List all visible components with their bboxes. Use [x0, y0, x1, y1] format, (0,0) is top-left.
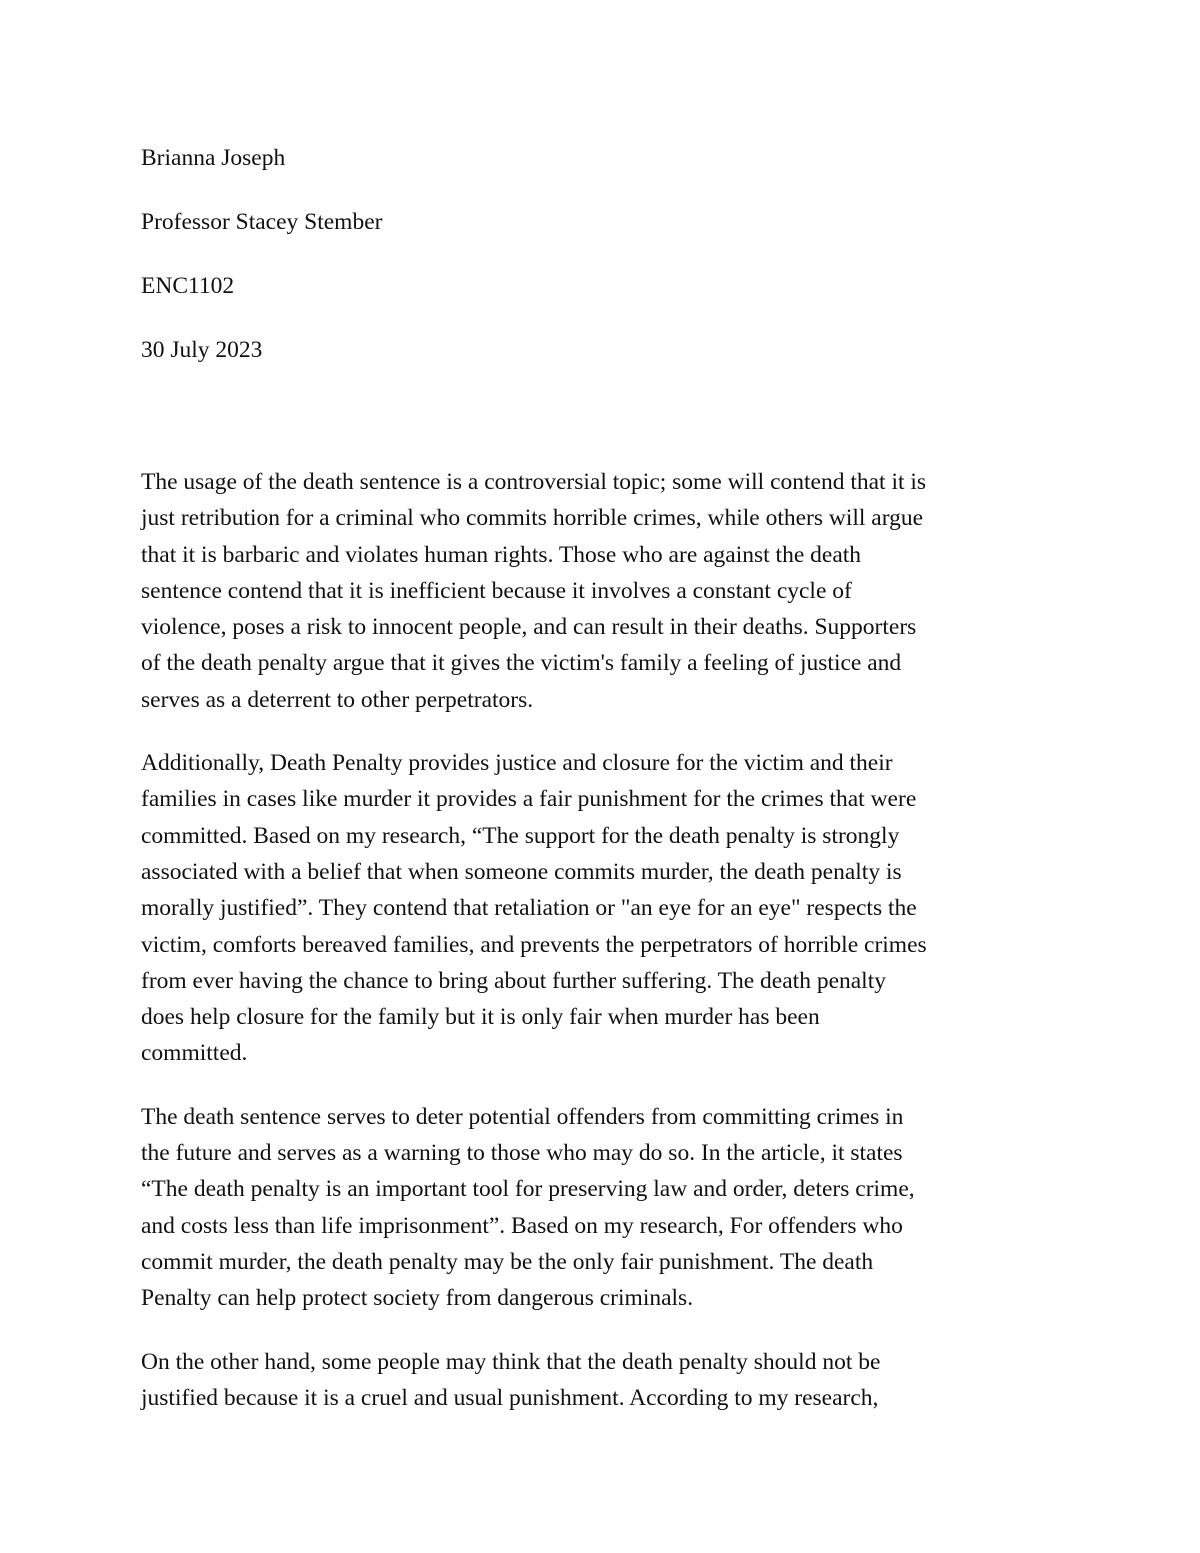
- text-line: sentence contend that it is inefficient because it involves a constant cycle of: [141, 577, 852, 604]
- paragraph-2: [141, 745, 1066, 1072]
- course-code: ENC1102: [141, 273, 235, 299]
- text-line: morally justified”. They contend that retaliation or "an eye for an eye" respects the: [141, 895, 917, 922]
- paragraph-1: [141, 464, 1066, 718]
- text-line: the future and serves as a warning to those who may do so. In the article, it states: [141, 1140, 903, 1167]
- essay-heading: [141, 140, 1066, 396]
- text-line: that it is barbaric and violates human rights. Those who are against the death: [141, 541, 862, 568]
- text-line: justified because it is a cruel and usual punishment. According to my research,: [141, 1384, 879, 1411]
- text-line: Additionally, Death Penalty provides justice and closure for the victim and their: [141, 750, 893, 777]
- text-line: committed.: [141, 1040, 248, 1067]
- text-line: just retribution for a criminal who commits horrible crimes, while others will argue: [141, 505, 924, 532]
- text-line: The usage of the death sentence is a controversial topic; some will contend that it is: [141, 469, 927, 495]
- essay-body: [141, 464, 1066, 1416]
- document-content: [141, 140, 1066, 1443]
- text-line: violence, poses a risk to innocent people, and can result in their deaths. Supporters: [141, 614, 917, 641]
- paragraph-3: [141, 1099, 1066, 1317]
- text-line: Penalty can help protect society from dangerous criminals.: [141, 1285, 694, 1312]
- text-line: victim, comforts bereaved families, and prevents the perpetrators of horrible crimes: [141, 931, 927, 958]
- text-line: The death sentence serves to deter potential offenders from committing crimes in: [141, 1103, 904, 1130]
- text-line: serves as a deterrent to other perpetrators.: [141, 686, 534, 713]
- text-line: “The death penalty is an important tool for preserving law and order, deters crime,: [141, 1176, 915, 1203]
- text-line: of the death penalty argue that it gives the victim's family a feeling of justice and: [141, 650, 902, 677]
- paragraph-4: [141, 1344, 1066, 1417]
- professor-name: Professor Stacey Stember: [141, 209, 383, 235]
- student-name: Brianna Joseph: [141, 145, 286, 171]
- text-line: families in cases like murder it provides a fair punishment for the crimes that were: [141, 786, 917, 813]
- text-line: and costs less than life imprisonment”. Based on my research, For offenders who: [141, 1212, 903, 1239]
- text-line: committed. Based on my research, “The support for the death penalty is strongly: [141, 822, 900, 849]
- text-line: On the other hand, some people may think that the death penalty should not be: [141, 1348, 881, 1375]
- text-line: from ever having the chance to bring about further suffering. The death penalty: [141, 967, 886, 994]
- text-line: associated with a belief that when someone commits murder, the death penalty is: [141, 858, 902, 885]
- text-line: commit murder, the death penalty may be the only fair punishment. The death: [141, 1248, 874, 1275]
- essay-date: 30 July 2023: [141, 337, 263, 363]
- text-line: does help closure for the family but it is only fair when murder has been: [141, 1004, 820, 1031]
